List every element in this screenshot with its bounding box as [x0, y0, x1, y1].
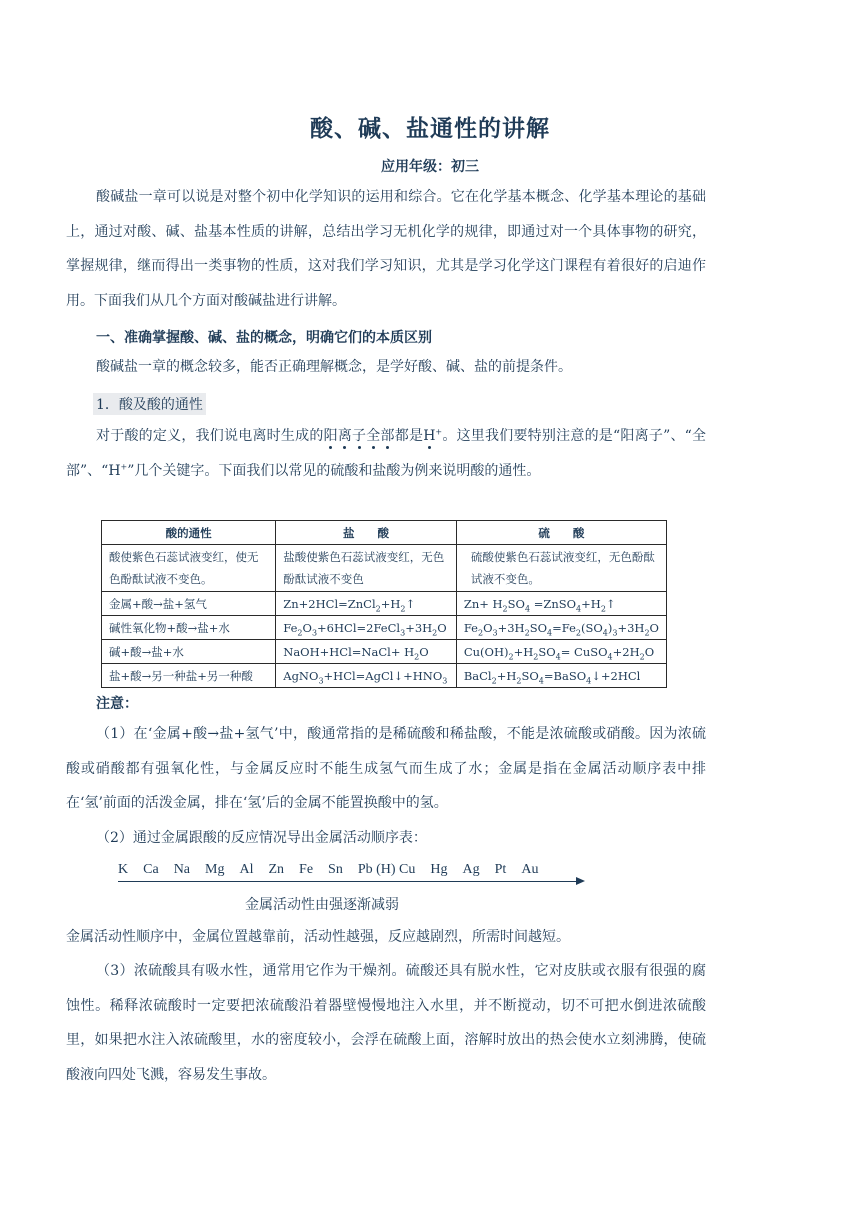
metal-symbol: Au: [521, 862, 539, 877]
equation-cell: $AgNO_3+HCl=AgCl↓+HNO_3$: [276, 664, 457, 688]
metal-symbol: Ca: [143, 862, 159, 877]
metal-symbol: Na: [173, 862, 191, 877]
metal-symbol: Mg: [205, 862, 225, 877]
acid-definition-paragraph: [66, 419, 706, 488]
metal-symbol: Al: [239, 862, 254, 877]
table-cell: 碱+酸→盐+水: [102, 640, 276, 664]
equation-cell: $Fe_2O_3+3H_2SO_4=Fe_2(SO_4)_3+3H_2O$: [456, 616, 666, 640]
metal-symbol: Hg: [430, 862, 448, 877]
acid-properties-table: [101, 520, 667, 688]
emphasis-char: 全: [366, 428, 381, 444]
note-3-paragraph: （3）浓硫酸具有吸水性，通常用它作为干燥剂。硫酸还具有脱水性，它对皮肤或衣服有很强的腐蚀性。稀释浓硫酸时一定要把浓硫酸沿着器壁慢慢地注入水里，并不断搅动，切不可把水倒进浓硫酸里，如果把水注入浓硫酸里，水的密度较小，会浮在硫酸上面，溶解时放出的热会使水立刻沸腾，使硫酸液向四处飞溅，容易发生事故。: [66, 963, 706, 1083]
page-title: 酸、碱、盐通性的讲解: [310, 116, 550, 142]
table-header-row: [102, 521, 667, 545]
subsection-acid-heading: 1．酸及酸的通性: [93, 393, 206, 415]
metal-symbol: Pt: [494, 862, 507, 877]
table-header-cell: 硫 酸: [456, 521, 666, 545]
table-row: [102, 592, 667, 616]
activity-arrow-line: [118, 881, 578, 882]
emphasis-char: H: [423, 428, 436, 444]
intro-paragraph: 酸碱盐一章可以说是对整个初中化学知识的运用和综合。它在化学基本概念、化学基本理论的基础上，通过对酸、碱、盐基本性质的讲解，总结出学习无机化学的规律，即通过对一个具体事物的研究，掌握规律，继而得出一类事物的性质，这对我们学习知识，尤其是学习化学这门课程有着很好的启迪作用。下面我们从几个方面对酸碱盐进行讲解。: [66, 189, 706, 309]
grade-subtitle: 应用年级：初三: [381, 159, 479, 175]
def-text-2: 都是: [394, 428, 424, 444]
metal-symbol: Ag: [462, 862, 480, 877]
metal-activity-series: [118, 862, 553, 878]
note-label: 注意：: [96, 696, 138, 712]
emphasis-char: 部: [380, 428, 395, 444]
table-cell: 硫酸使紫色石蕊试液变红，无色酚酞试液不变色。: [456, 545, 666, 592]
arrow-right-icon: [576, 877, 585, 885]
superscript: +: [435, 427, 443, 437]
metal-symbol: K: [118, 862, 129, 877]
equation-cell: $Cu(OH)_2+H_2SO_4=$ $CuSO_4+2H_2O$: [456, 640, 666, 664]
metal-symbol: Sn: [328, 862, 343, 877]
activity-arrow-caption: 金属活动性由强逐渐减弱: [245, 897, 399, 913]
table-row: [102, 664, 667, 688]
table-cell: 酸使紫色石蕊试液变红，使无色酚酞试液不变色。: [102, 545, 276, 592]
equation-cell: $Fe_2O_3+6HCl=2FeCl_3+3H_2O$: [276, 616, 457, 640]
emphasis-char: 阳: [323, 428, 338, 444]
equation-cell: $Zn+2HCl=ZnCl_2+H_2↑$: [276, 592, 457, 616]
def-text-4: ”几个关键字。下面我们以常见的硫酸和盐酸为例来说明酸的通性。: [127, 462, 541, 479]
emphasis-char: 子: [352, 428, 367, 444]
table-row: [102, 616, 667, 640]
table-row: [102, 640, 667, 664]
note-1-paragraph: （1）在‘金属+酸→盐+氢气’中，酸通常指的是稀硫酸和稀盐酸，不能是浓硫酸或硝酸。因为浓硫酸或硝酸都有强氧化性，与金属反应时不能生成氢气而生成了水；金属是指在金属活动顺序表中排在‘氢’前面的活泼金属，排在‘氢’后的金属不能置换酸中的氢。: [66, 726, 706, 811]
metal-symbol: Pb (H) Cu: [357, 862, 416, 877]
metal-symbol: Zn: [268, 862, 285, 877]
equation-cell: $Zn+ H_2SO_4$ $=ZnSO_4+H_2↑$: [456, 592, 666, 616]
note-2-conclusion: 金属活动性顺序中，金属位置越靠前，活动性越强，反应越剧烈，所需时间越短。: [66, 929, 570, 945]
section-1-text: 酸碱盐一章的概念较多，能否正确理解概念，是学好酸、碱、盐的前提条件。: [96, 359, 572, 375]
table-cell: 碱性氧化物+酸→盐+水: [102, 616, 276, 640]
equation-cell: $BaCl_2+H_2SO_4=BaSO_4↓+2HCl$: [456, 664, 666, 688]
equation-cell: NaOH+HCl=NaCl+ $H_2O$: [276, 640, 457, 664]
table-header-cell: 盐 酸: [276, 521, 457, 545]
table-cell: 金属+酸→盐+氢气: [102, 592, 276, 616]
superscript: +: [120, 461, 128, 471]
def-text-1: 对于酸的定义，我们说电离时生成的: [96, 428, 324, 444]
table-cell: 盐+酸→另一种盐+另一种酸: [102, 664, 276, 688]
note-2-paragraph: （2）通过金属跟酸的反应情况导出金属活动顺序表：: [96, 830, 427, 846]
table-row: [102, 545, 667, 592]
emphasis-char: 离: [337, 428, 353, 444]
def-text-3: 。这里我们要特别注意的是“阳离子”、“全部”、“H: [66, 428, 707, 479]
metal-symbol: Fe: [299, 862, 314, 877]
table-header-cell: 酸的通性: [102, 521, 276, 545]
section-heading-1: 一、准确掌握酸、碱、盐的概念，明确它们的本质区别: [96, 330, 432, 346]
table-cell: 盐酸使紫色石蕊试液变红，无色酚酞试液不变色: [276, 545, 457, 592]
